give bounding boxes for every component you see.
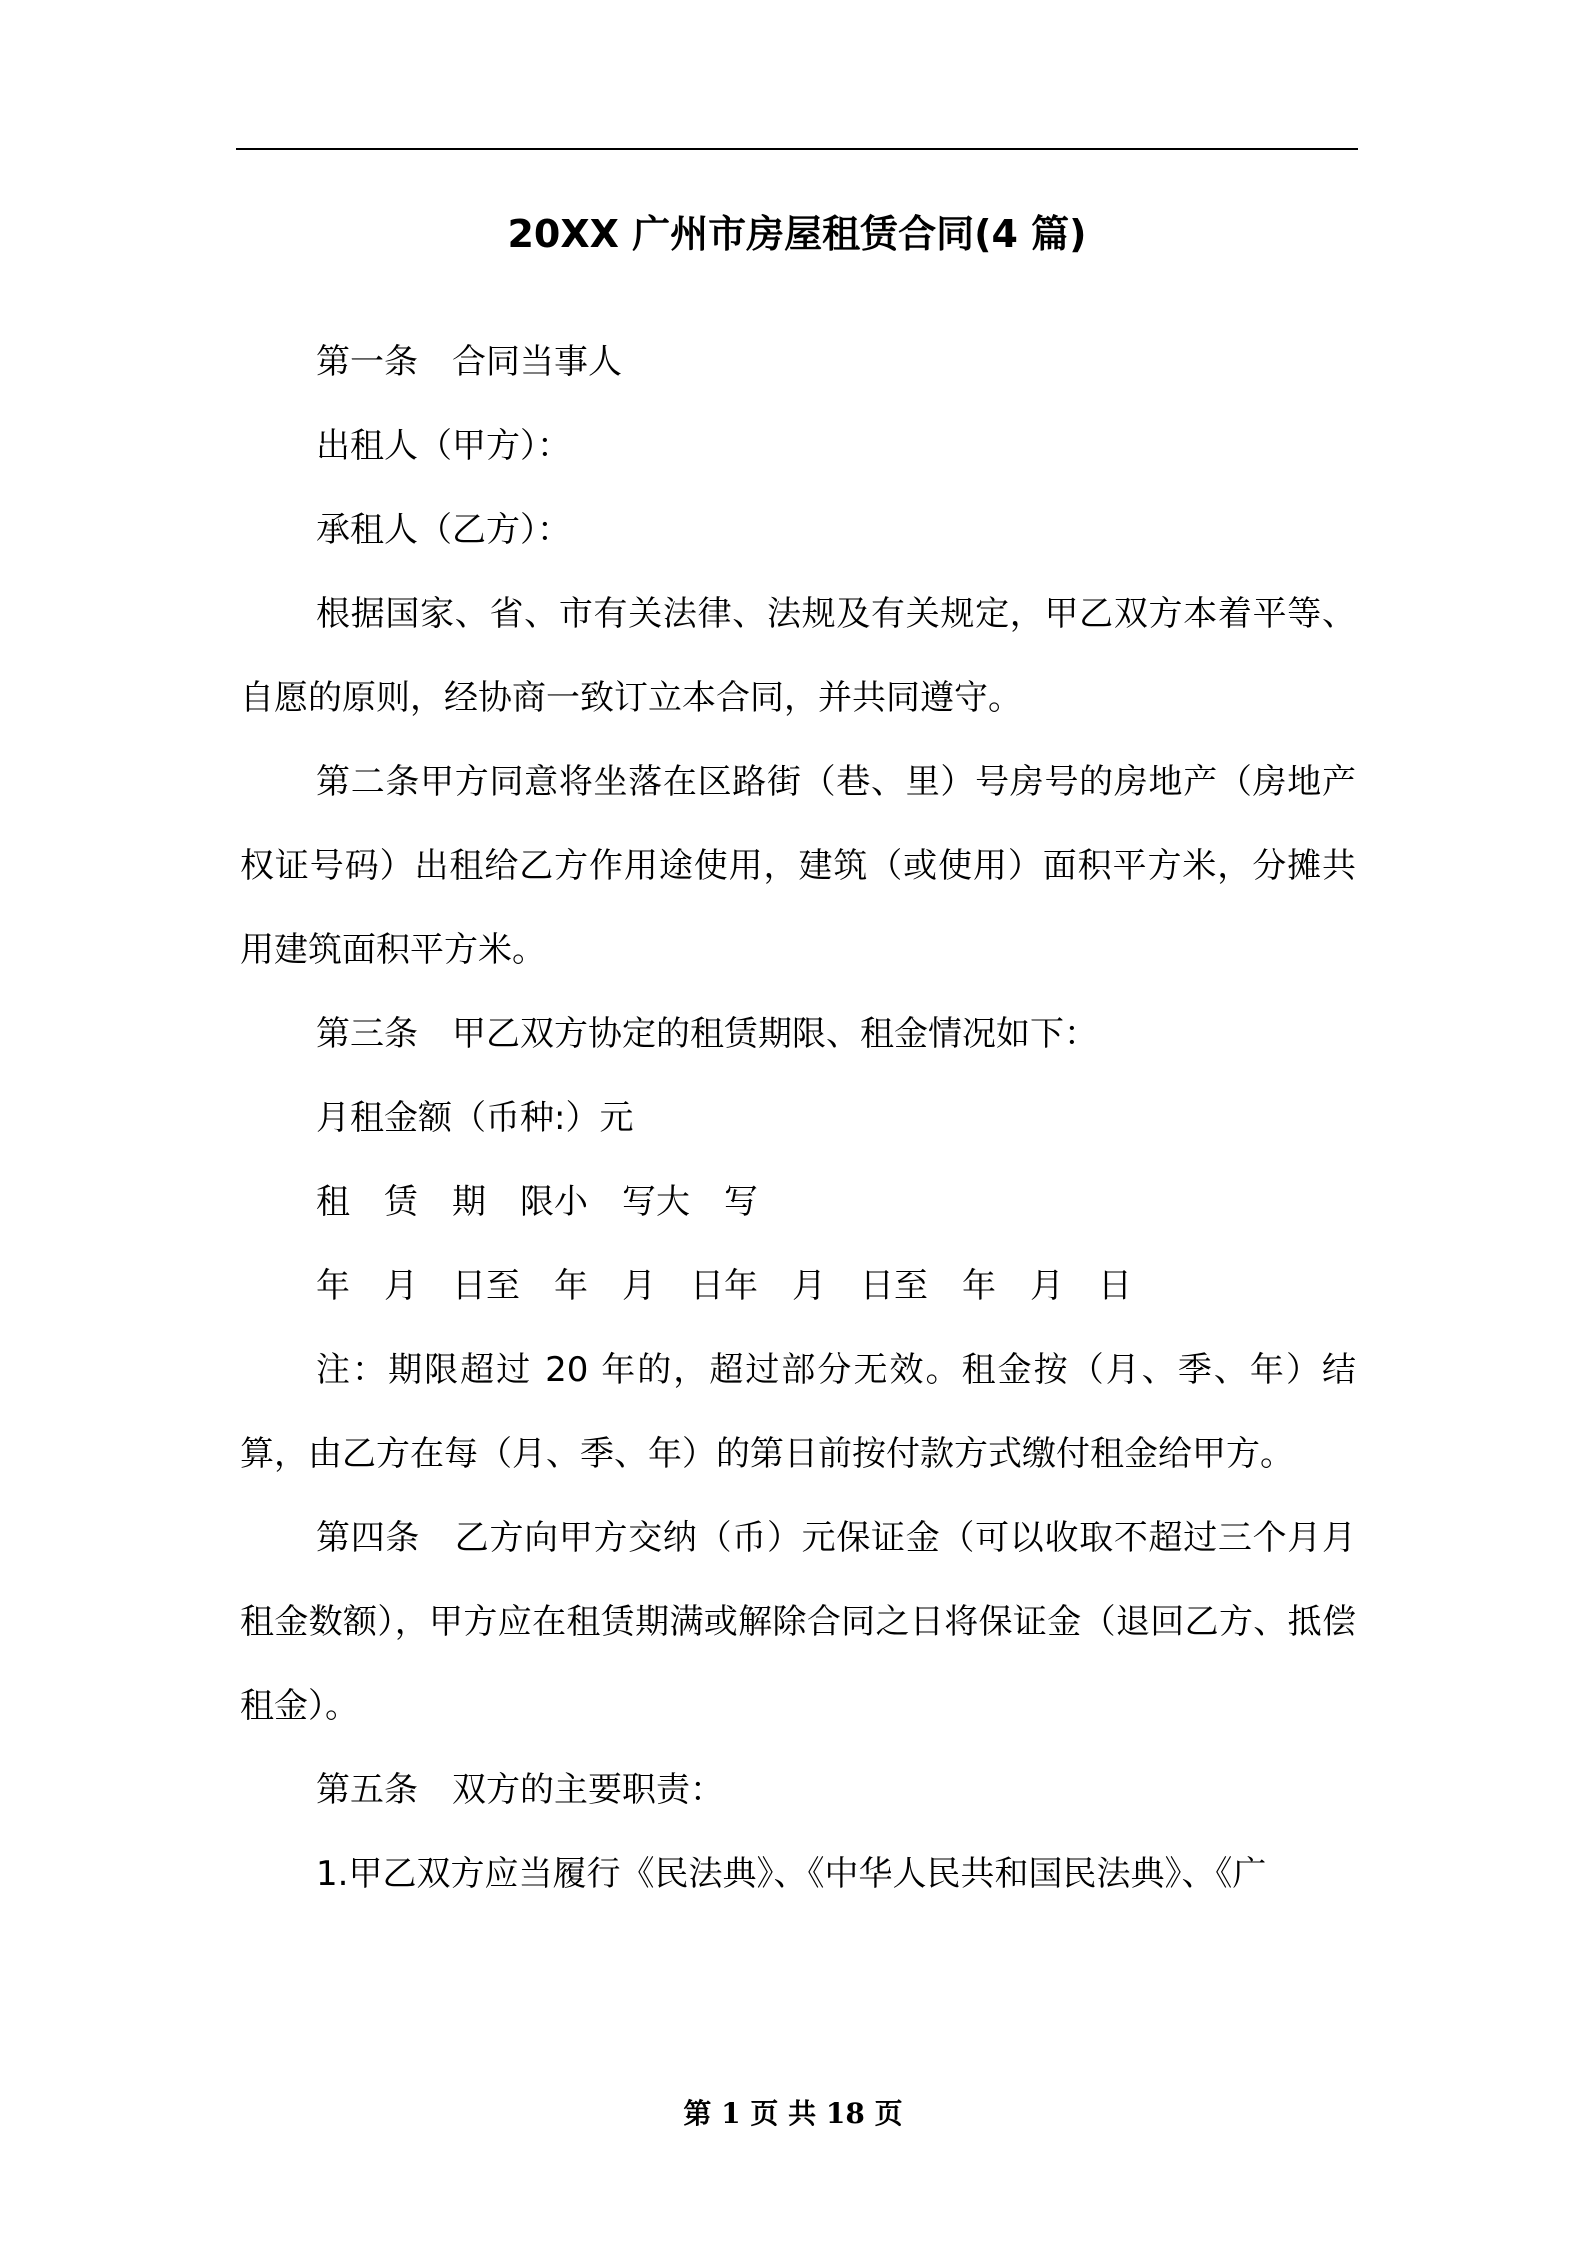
paragraph-monthly-rent: 月租金额（币种:）元 (316, 1098, 634, 1138)
paragraph-note: 注：期限超过 20 年的，超过部分无效。租金按（月、季、年）结算，由乙方在每（月、季、年）的第日前按付款方式缴付租金给甲方。 (240, 1350, 1356, 1474)
paragraph-article-1: 第一条 合同当事人 (316, 342, 622, 382)
paragraph-lessor: 出租人（甲方）： (316, 426, 571, 466)
paragraph-lessee: 承租人（乙方）： (316, 510, 571, 550)
page-number: 第 1 页 共 18 页 (683, 2097, 903, 2130)
document-body (240, 320, 1356, 1916)
paragraph-legal-basis: 根据国家、省、市有关法律、法规及有关规定，甲乙双方本着平等、自愿的原则，经协商一致订立本合同，并共同遵守。 (240, 594, 1356, 718)
paragraph-article-3: 第三条 甲乙双方协定的租赁期限、租金情况如下： (316, 1014, 1098, 1054)
paragraph-lease-dates: 年 月 日至 年 月 日年 月 日至 年 月 日 (316, 1266, 1132, 1306)
paragraph-article-5: 第五条 双方的主要职责： (316, 1770, 724, 1810)
paragraph-article-4: 第四条 乙方向甲方交纳（币）元保证金（可以收取不超过三个月月租金数额），甲方应在租赁期满或解除合同之日将保证金（退回乙方、抵偿租金）。 (240, 1518, 1356, 1726)
paragraph-lease-term-header: 租 赁 期 限小 写大 写 (316, 1182, 758, 1222)
paragraph-article-2: 第二条甲方同意将坐落在区路街（巷、里）号房号的房地产（房地产权证号码）出租给乙方作用途使用，建筑（或使用）面积平方米，分摊共用建筑面积平方米。 (240, 762, 1356, 970)
paragraph-duty-1: 1.甲乙双方应当履行《民法典》、《中华人民共和国民法典》、《广 (316, 1854, 1267, 1894)
header-rule (236, 148, 1358, 150)
document-title: 20XX 广州市房屋租赁合同(4 篇) (507, 212, 1087, 256)
